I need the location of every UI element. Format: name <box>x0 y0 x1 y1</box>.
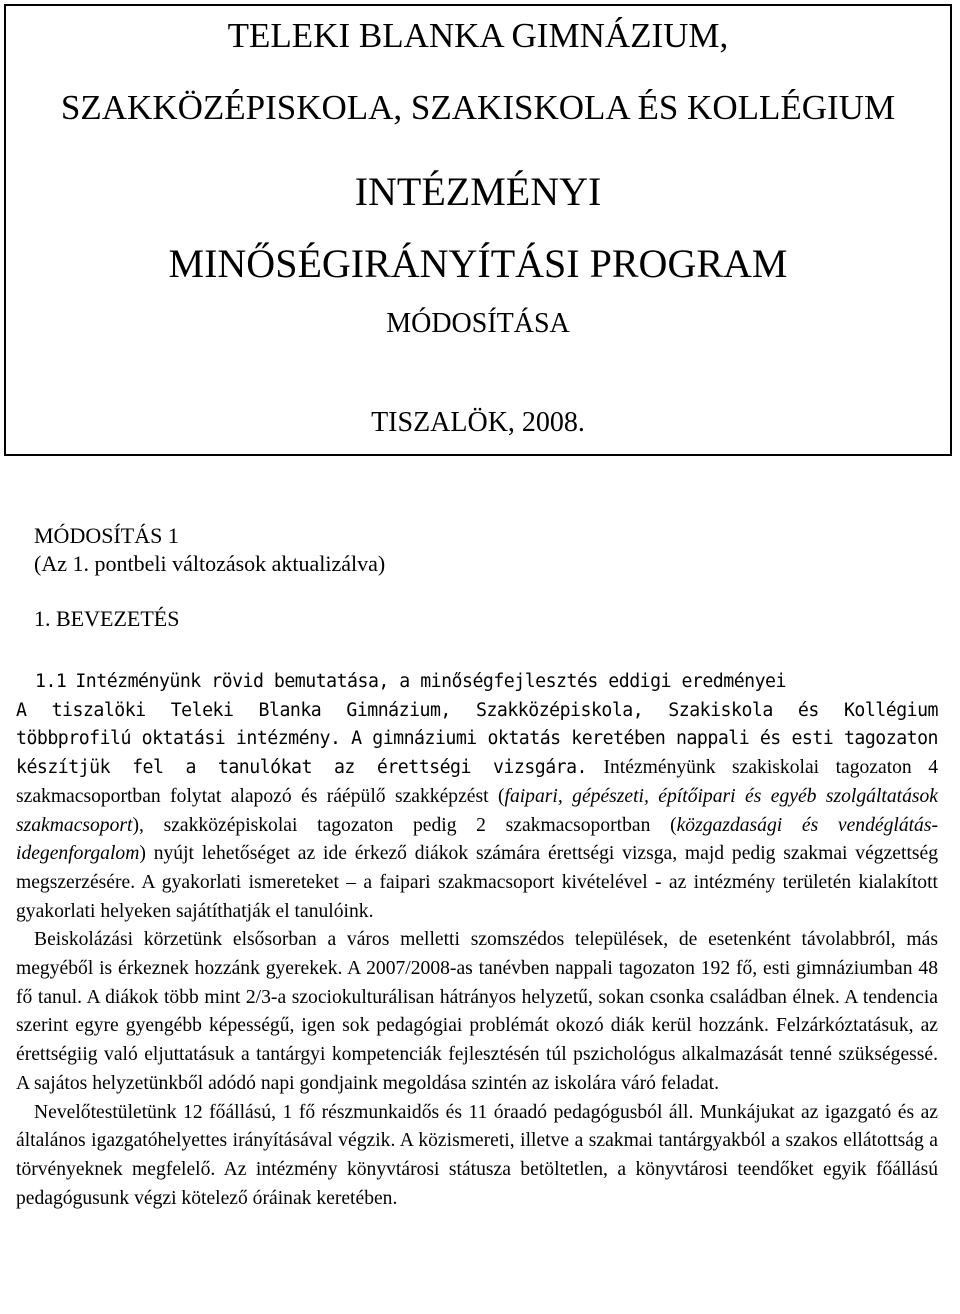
program-title-line1: INTÉZMÉNYI <box>354 169 602 214</box>
paragraph-1-intro: A tiszalöki Teleki Blanka Gimnázium, Szakközépiskola, Szakiskola és Kollégium többprofilú oktatási intézmény. A gimnáziumi oktatás keretében nappali és esti tagozaton készítjük fel a tanulókat az érettségi vizsgára. <box>16 699 938 779</box>
document-body <box>16 668 938 1213</box>
paragraph-1-text-a: Intézményünk szakiskolai tagozaton 4 szakmacsoportban folytat alapozó és ráépülő szakképzést ( <box>16 757 938 807</box>
subsection-number: 1.1 <box>35 671 67 692</box>
program-subtitle: MÓDOSÍTÁSA <box>386 308 570 339</box>
paragraph-2: Beiskolázási körzetünk elsősorban a város melletti szomszédos települések, de esetenként távolabbról, más megyéből is érkeznek hozzánk gyerekek. A 2007/2008-as tanévben nappali tagozaton 192 fő, esti gimnáziumban 48 fő tanul. A diákok több mint 2/3-a szociokulturálisan hátrányos helyzetű, sokan csonka családban élnek. A tendencia szerint egyre gyengébb képességű, igen sok pedagógiai problémát okozó diák kerül hozzánk. Felzárkóztatásuk, az érettségiig való eljuttatásuk a tantárgyi kompetenciák fejlesztésén túl pszichológus alkalmazását tenné szükségessé. A sajátos helyzetünkből adódó napi gondjaink megoldása szintén az iskolára váró feladat. <box>16 929 938 1094</box>
place-date: TISZALÖK, 2008. <box>371 407 585 438</box>
program-title-line2: MINŐSÉGIRÁNYÍTÁSI PROGRAM <box>168 241 788 286</box>
paragraph-3: Nevelőtestületünk 12 főállású, 1 fő részmunkaidős és 11 óraadó pedagógusból áll. Munkájukat az igazgató és az általános igazgatóhelyettes irányításával végzik. A közismereti, illetve a szakmai tantárgyakból a szakos ellátottság a törvényeknek megfelelő. Az intézmény könyvtárosi státusza betöltetlen, a könyvtárosi teendőket egyik főállású pedagógusunk végzi kötelező óráinak keretében. <box>16 1101 938 1209</box>
modification-label: MÓDOSÍTÁS 1 <box>34 523 179 548</box>
paragraph-1-text-c: ) nyújt lehetőséget az ide érkező diákok számára érettségi vizsga, majd pedig szakmai végzettség megszerzésére. A gyakorlati ismereteket – a faipari szakmacsoport kivételével - az intézmény területén kialakított gyakorlati helyeken sajátíthatják el tanulóink. <box>16 843 938 922</box>
institution-name-line1: TELEKI BLANKA GIMNÁZIUM, <box>227 16 729 55</box>
institution-name-line2: SZAKKÖZÉPISKOLA, SZAKISKOLA ÉS KOLLÉGIUM <box>60 88 896 127</box>
paragraph-1-text-b: ), szakközépiskolai tagozaton pedig 2 szakmacsoportban ( <box>132 814 677 836</box>
paragraph-1-italic-a: faipari, gépészeti, építőipari és egyéb szolgáltatások szakmacsoport <box>16 785 938 836</box>
subsection-title: Intézményünk rövid bemutatása, a minőségfejlesztés eddigi eredményei <box>75 671 786 692</box>
modification-note: (Az 1. pontbeli változások aktualizálva) <box>34 551 386 576</box>
modification-block <box>34 522 385 578</box>
section-heading: 1. BEVEZETÉS <box>34 606 180 631</box>
subsection-heading <box>16 668 938 697</box>
title-box <box>4 4 952 456</box>
paragraph-1-italic-b: közgazdasági és vendéglátás-idegenforgalom <box>16 814 939 865</box>
paragraph-1 <box>16 697 938 927</box>
